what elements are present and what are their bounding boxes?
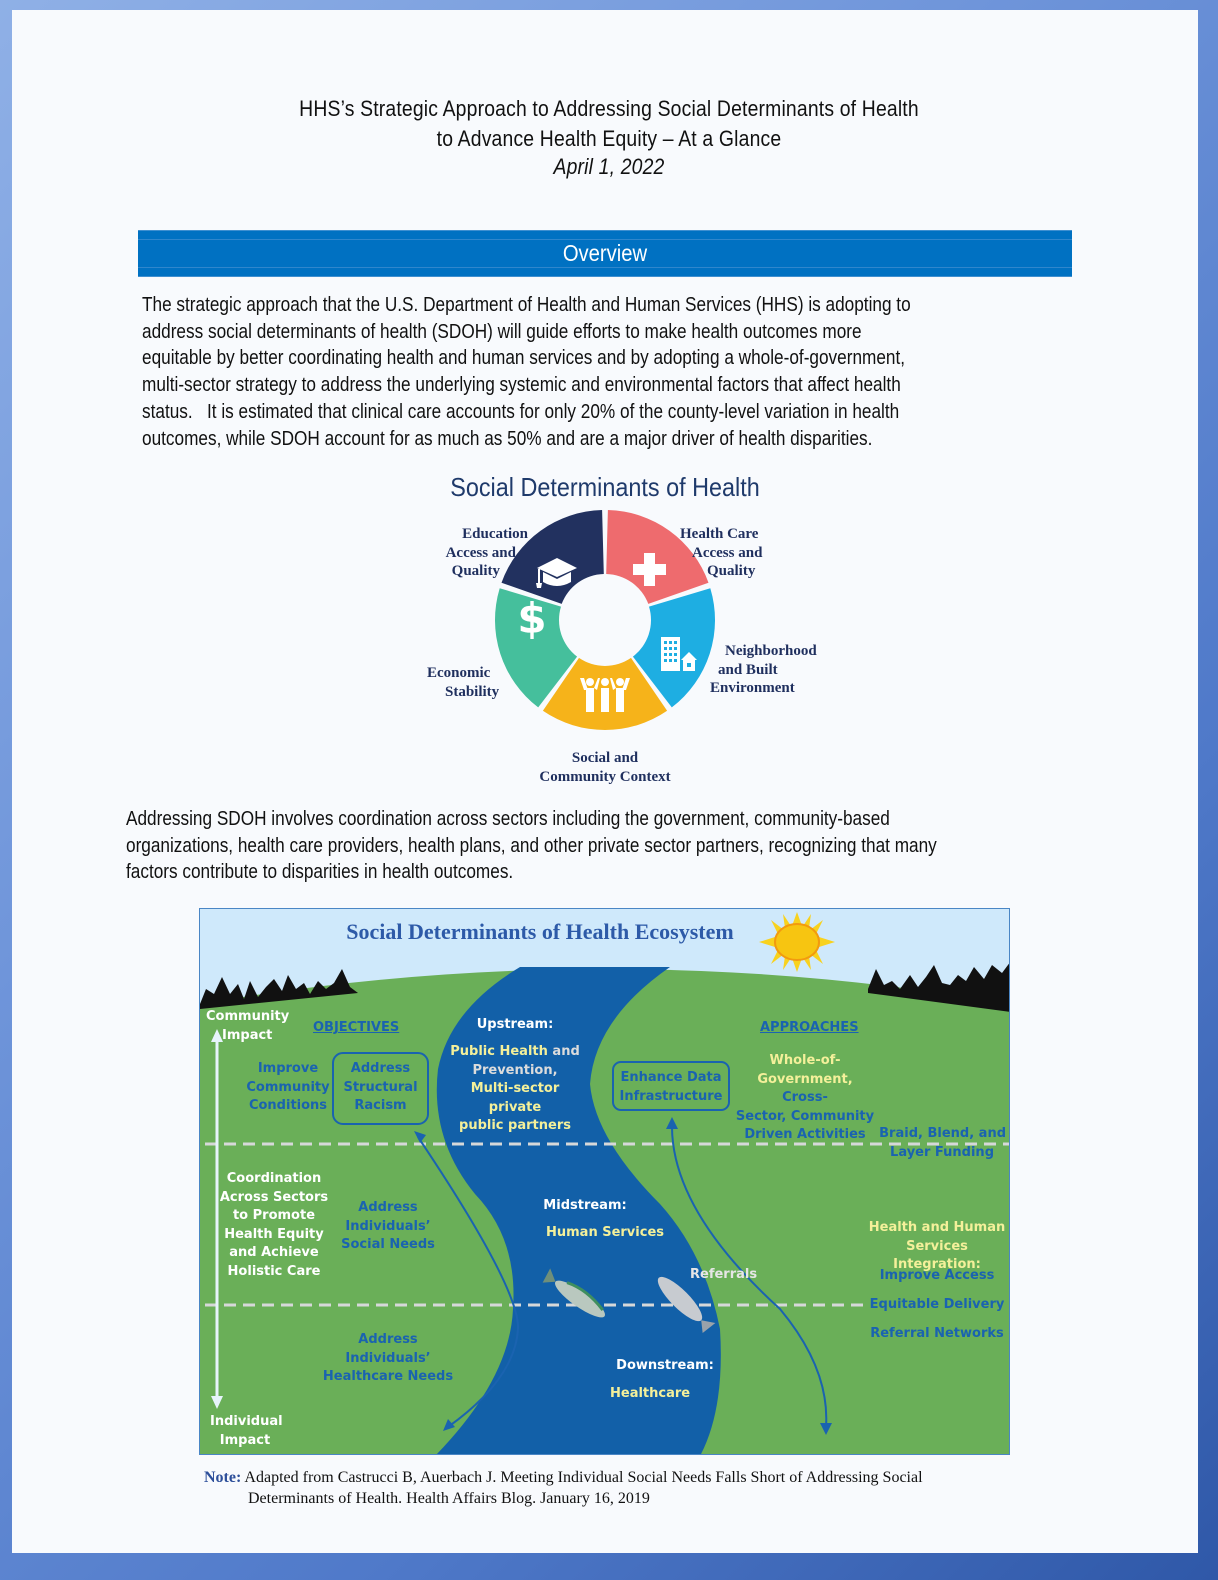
improve-community-conditions <box>246 1060 330 1116</box>
overview-line: equitable by better coordinating health and human services and by adopting a whole-of-government, <box>142 347 906 370</box>
label-line <box>445 1043 585 1062</box>
overview-heading: Overview <box>562 240 648 266</box>
label-line: Individuals’ <box>345 1218 431 1234</box>
referrals-label: Referrals <box>690 1267 758 1282</box>
label-line: to Promote <box>232 1208 316 1223</box>
overview-paragraph <box>142 292 911 452</box>
note-line <box>204 1467 923 1488</box>
label-line: Access and <box>445 544 516 561</box>
midstream-heading: Midstream: <box>543 1198 627 1213</box>
address-social-needs <box>333 1199 443 1255</box>
label-line: Community Context <box>539 768 671 785</box>
dollar-icon: $ <box>517 594 547 643</box>
label-line: Impact <box>222 1027 273 1043</box>
overview-section-bar <box>138 230 1072 277</box>
objectives-heading: OBJECTIVES <box>313 1020 400 1035</box>
enhance-data-infrastructure <box>613 1069 729 1106</box>
label-line: Conditions <box>248 1098 328 1113</box>
sdoh-wheel-title: Social Determinants of Health <box>450 472 760 502</box>
label-line: Infrastructure <box>619 1088 723 1104</box>
label-line: Prevention, <box>472 1062 558 1078</box>
label-line: Healthcare Needs <box>322 1369 454 1384</box>
label-line: Quality <box>707 563 756 579</box>
document-title-line-2: to Advance Health Equity – At a Glance <box>436 126 782 151</box>
people-icon <box>580 678 630 712</box>
label-line: Address <box>350 1061 411 1076</box>
approaches-heading: APPROACHES <box>760 1020 859 1035</box>
text-span: and <box>547 1044 580 1059</box>
label-line: Community <box>206 1009 290 1024</box>
label-line: Improve <box>257 1061 319 1076</box>
label-line: Neighborhood <box>725 643 817 659</box>
coordination-line: organizations, health care providers, health plans, and other private sector partners, recognizing that many <box>126 834 937 857</box>
overview-line: multi-sector strategy to address the underlying systemic and environmental factors that affect health <box>142 374 901 397</box>
label-line: Holistic Care <box>227 1263 321 1279</box>
coordination-line: Addressing SDOH involves coordination across sectors including the government, community-based <box>126 808 890 830</box>
label-line: Whole-of- <box>769 1053 841 1068</box>
label-line: Individual <box>210 1414 283 1429</box>
label-line: Structural <box>343 1079 418 1095</box>
label-line: Education <box>462 526 528 542</box>
label-line: Address <box>358 1200 418 1215</box>
overview-line: The strategic approach that the U.S. Department of Health and Human Services (HHS) is adopting to <box>142 294 911 316</box>
label-line: Social Needs <box>341 1237 435 1252</box>
address-structural-racism <box>333 1060 428 1116</box>
braid-blend-funding <box>876 1125 1006 1162</box>
integration-item: Improve Access <box>879 1268 995 1283</box>
label-line <box>735 1071 875 1108</box>
label-line: and Achieve <box>229 1245 319 1260</box>
label-line: Economic <box>427 665 491 681</box>
note-text: Adapted from Castrucci B, Auerbach J. Meeting Individual Social Needs Falls Short of Addressing Social <box>241 1469 923 1486</box>
label-line: Sector, Community <box>735 1108 875 1124</box>
label-line: Individuals’ <box>345 1350 431 1366</box>
midstream-description: Human Services <box>545 1225 664 1240</box>
downstream-heading: Downstream: <box>616 1358 714 1373</box>
overview-line: address social determinants of health (SDOH) will guide efforts to make health outcomes more <box>142 320 862 343</box>
label-line: Health Care <box>680 526 759 542</box>
label-neighborhood <box>710 642 840 698</box>
source-note <box>204 1467 923 1509</box>
coordination-paragraph <box>126 806 937 886</box>
label-line: Impact <box>219 1432 271 1448</box>
label-education <box>438 525 528 581</box>
label-line: Address <box>358 1332 418 1347</box>
coordination-label <box>218 1170 330 1281</box>
note-label: Note: <box>204 1469 242 1486</box>
upstream-heading: Upstream: <box>476 1017 554 1032</box>
overview-line: outcomes, while SDOH account for as much as 50% and are a major driver of health disparities. <box>142 427 873 450</box>
label-line: Community <box>246 1079 330 1095</box>
label-line: Social and <box>571 750 639 766</box>
integration-item: Equitable Delivery <box>869 1297 1005 1312</box>
label-line: Health and Human <box>868 1220 1006 1235</box>
integration-item: Referral Networks <box>870 1326 1004 1341</box>
label-line: Coordination <box>226 1171 322 1186</box>
label-health-care <box>680 525 790 581</box>
label-line: Stability <box>445 683 500 700</box>
label-line: public partners <box>459 1118 571 1133</box>
text-span: Public Health <box>450 1044 548 1059</box>
text-span: Cross- <box>782 1090 828 1105</box>
label-line: Quality <box>451 563 500 579</box>
address-healthcare-needs <box>318 1331 458 1387</box>
document-date: April 1, 2022 <box>553 154 665 179</box>
label-line: Health Equity <box>224 1226 324 1242</box>
upstream-description <box>445 1043 585 1136</box>
label-line: Driven Activities <box>744 1127 866 1142</box>
label-social-community <box>505 749 705 786</box>
downstream-description: Healthcare <box>610 1386 691 1401</box>
label-line: and Built <box>718 661 778 678</box>
label-line: Racism <box>354 1098 407 1113</box>
text-span: Government, <box>757 1071 853 1087</box>
note-line: Determinants of Health. Health Affairs Blog. January 16, 2019 <box>248 1490 650 1507</box>
overview-line: status. It is estimated that clinical care accounts for only 20% of the county-level variation in health <box>142 400 900 423</box>
label-line: Enhance Data <box>620 1070 722 1085</box>
individual-impact-label <box>210 1413 283 1450</box>
label-line: Access and <box>692 544 763 561</box>
label-line: Layer Funding <box>890 1144 994 1160</box>
ecosystem-title: Social Determinants of Health Ecosystem <box>346 919 734 944</box>
label-line: Across Sectors <box>219 1189 329 1205</box>
community-impact-label <box>206 1008 289 1045</box>
label-line: Braid, Blend, and <box>879 1126 1006 1141</box>
whole-of-government <box>735 1052 875 1145</box>
document-title-line-1: HHS’s Strategic Approach to Addressing Social Determinants of Health <box>299 96 919 121</box>
coordination-line: factors contribute to disparities in health outcomes. <box>126 861 514 884</box>
label-economic-stability <box>420 664 505 701</box>
sdoh-ecosystem-diagram <box>199 908 1010 1455</box>
label-line: Services Integration: <box>893 1238 981 1272</box>
label-line: Environment <box>710 680 795 696</box>
label-line: Multi-sector private <box>470 1081 560 1115</box>
